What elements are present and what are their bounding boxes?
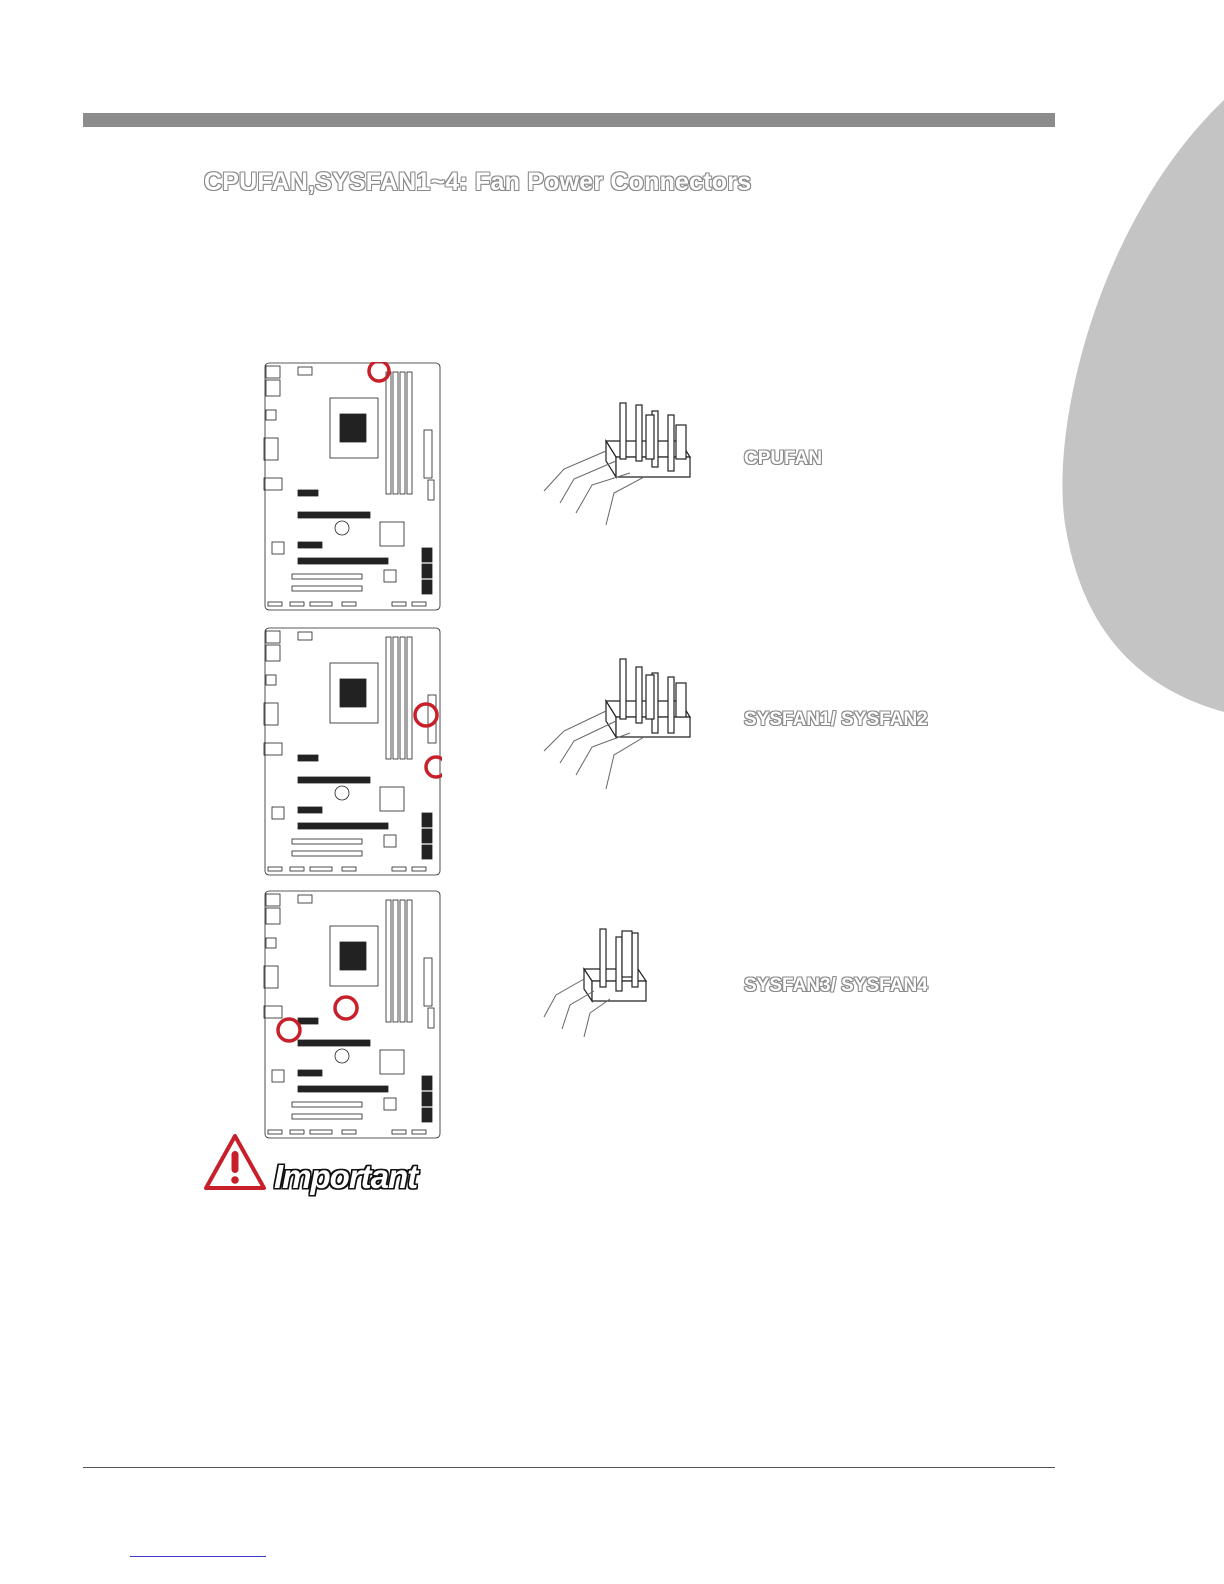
chapter-side-tab	[1058, 100, 1224, 712]
sysfan3-4-label: SYSFAN3/ SYSFAN4	[744, 975, 928, 996]
motherboard-diagram-cpufan	[262, 362, 442, 612]
sysfan1-2-label: SYSFAN1/ SYSFAN2	[744, 709, 928, 730]
footer-link-underline	[130, 1556, 266, 1557]
sysfan1-2-connector-diagram	[540, 655, 700, 795]
header-bar	[83, 113, 1055, 127]
motherboard-diagram-sysfan1-2	[262, 627, 442, 877]
warning-triangle-icon	[203, 1133, 267, 1191]
cpufan-connector-diagram	[540, 395, 700, 535]
cpufan-label: CPUFAN	[744, 448, 823, 469]
section-title: CPUFAN,SYSFAN1~4: Fan Power Connectors	[204, 168, 752, 196]
motherboard-diagram-sysfan3-4	[262, 890, 442, 1140]
footer-rule	[83, 1467, 1055, 1468]
sysfan3-4-connector-diagram	[540, 925, 660, 1040]
important-heading: Important	[274, 1158, 418, 1195]
